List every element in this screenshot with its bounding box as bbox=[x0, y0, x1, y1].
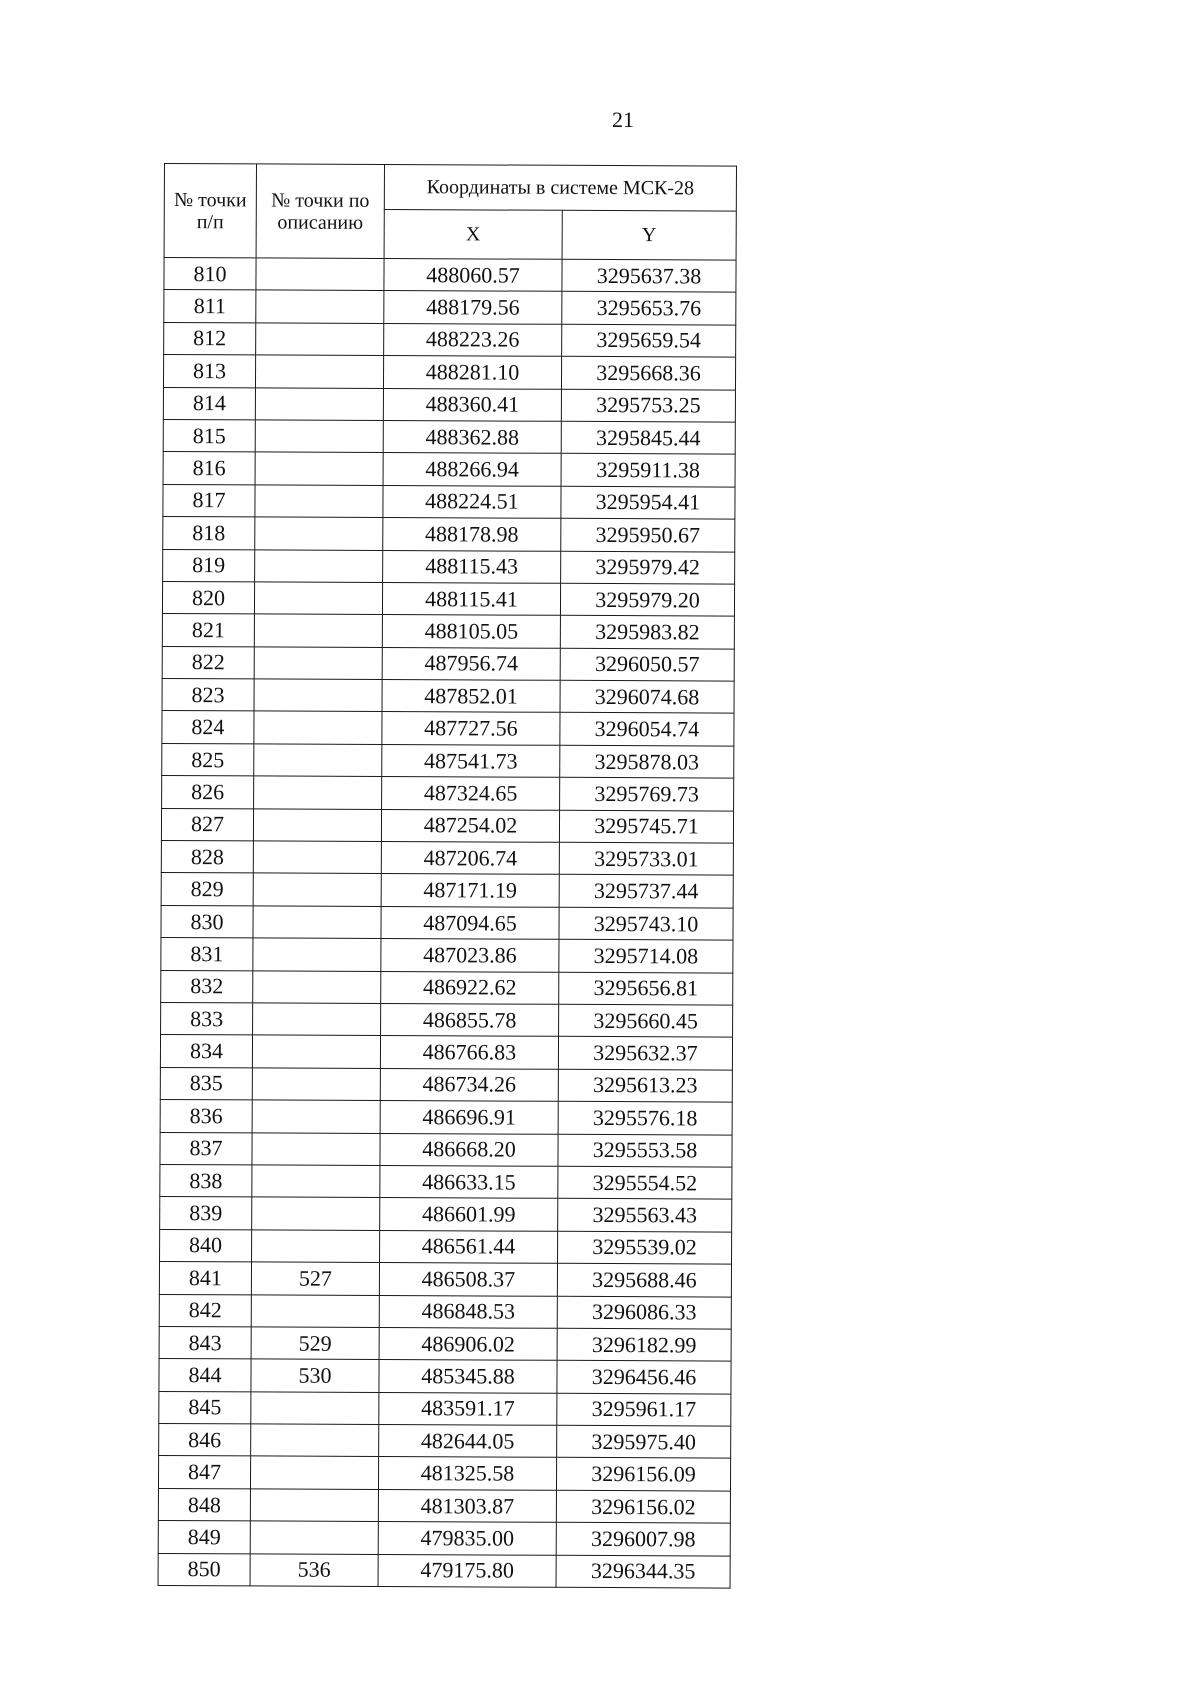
cell-point-number: 825 bbox=[162, 743, 254, 776]
cell-description-point bbox=[254, 647, 382, 680]
cell-y: 3296054.74 bbox=[560, 713, 734, 746]
cell-point-number: 823 bbox=[162, 679, 254, 712]
header-description-point-number: № точки по описанию bbox=[256, 164, 384, 259]
cell-description-point: 527 bbox=[251, 1262, 379, 1295]
cell-y: 3295659.54 bbox=[562, 324, 736, 357]
cell-point-number: 816 bbox=[163, 452, 255, 485]
cell-y: 3296182.99 bbox=[557, 1328, 731, 1361]
cell-y: 3296344.35 bbox=[556, 1555, 730, 1588]
cell-description-point bbox=[252, 1035, 380, 1068]
cell-x: 487541.73 bbox=[382, 744, 560, 777]
cell-y: 3295769.73 bbox=[560, 778, 734, 811]
cell-point-number: 838 bbox=[160, 1164, 252, 1197]
cell-description-point bbox=[250, 1456, 378, 1489]
cell-y: 3296050.57 bbox=[560, 648, 734, 681]
table-row bbox=[163, 549, 735, 584]
cell-description-point bbox=[254, 614, 382, 647]
cell-description-point bbox=[252, 1230, 380, 1263]
table-row bbox=[160, 1067, 732, 1102]
cell-point-number: 832 bbox=[161, 970, 253, 1003]
table-row bbox=[162, 614, 734, 649]
cell-y: 3295613.23 bbox=[558, 1069, 732, 1102]
cell-y: 3295656.81 bbox=[559, 972, 733, 1005]
cell-y: 3295983.82 bbox=[560, 616, 734, 649]
cell-x: 488223.26 bbox=[384, 323, 562, 356]
cell-y: 3295961.17 bbox=[557, 1393, 731, 1426]
table-row bbox=[159, 1359, 731, 1394]
cell-description-point bbox=[254, 711, 382, 744]
cell-y: 3295743.10 bbox=[559, 907, 733, 940]
cell-x: 487254.02 bbox=[381, 809, 559, 842]
table-row bbox=[158, 1521, 730, 1556]
cell-x: 486922.62 bbox=[381, 971, 559, 1004]
cell-point-number: 845 bbox=[159, 1391, 251, 1424]
cell-x: 487094.65 bbox=[381, 906, 559, 939]
cell-point-number: 842 bbox=[159, 1294, 251, 1327]
cell-description-point: 530 bbox=[251, 1359, 379, 1392]
table-row bbox=[163, 517, 735, 552]
cell-y: 3296007.98 bbox=[556, 1523, 730, 1556]
cell-y: 3295668.36 bbox=[561, 356, 735, 389]
cell-x: 486696.91 bbox=[380, 1101, 558, 1134]
cell-x: 479835.00 bbox=[378, 1522, 556, 1555]
cell-point-number: 820 bbox=[162, 581, 254, 614]
cell-x: 486734.26 bbox=[380, 1068, 558, 1101]
table-row bbox=[164, 258, 736, 293]
cell-x: 488179.56 bbox=[384, 291, 562, 324]
cell-description-point bbox=[253, 841, 381, 874]
table-row bbox=[163, 484, 735, 519]
cell-point-number: 847 bbox=[158, 1456, 250, 1489]
cell-description-point bbox=[256, 258, 384, 291]
table-row bbox=[162, 646, 734, 681]
cell-point-number: 837 bbox=[160, 1132, 252, 1165]
cell-x: 487727.56 bbox=[382, 712, 560, 745]
cell-point-number: 830 bbox=[161, 905, 253, 938]
cell-y: 3295950.67 bbox=[561, 518, 735, 551]
table-row bbox=[162, 679, 734, 714]
table-row bbox=[160, 1229, 732, 1264]
cell-x: 481325.58 bbox=[378, 1457, 556, 1490]
table-row bbox=[164, 322, 736, 357]
cell-point-number: 833 bbox=[161, 1002, 253, 1035]
table-row bbox=[160, 1132, 732, 1167]
cell-x: 488105.05 bbox=[382, 615, 560, 648]
cell-description-point: 529 bbox=[251, 1327, 379, 1360]
table-row bbox=[161, 808, 733, 843]
cell-point-number: 817 bbox=[163, 484, 255, 517]
cell-y: 3295878.03 bbox=[560, 745, 734, 778]
cell-point-number: 826 bbox=[162, 776, 254, 809]
table-row bbox=[158, 1488, 730, 1523]
cell-point-number: 843 bbox=[159, 1326, 251, 1359]
cell-y: 3295653.76 bbox=[562, 292, 736, 325]
cell-x: 488115.41 bbox=[382, 582, 560, 615]
cell-point-number: 831 bbox=[161, 938, 253, 971]
cell-x: 487324.65 bbox=[382, 777, 560, 810]
table-row bbox=[161, 1002, 733, 1037]
cell-y: 3295660.45 bbox=[559, 1004, 733, 1037]
cell-y: 3295554.52 bbox=[558, 1166, 732, 1199]
cell-description-point bbox=[252, 1197, 380, 1230]
cell-description-point bbox=[253, 809, 381, 842]
table-row bbox=[158, 1456, 730, 1491]
cell-point-number: 812 bbox=[164, 322, 256, 355]
header-x: X bbox=[384, 210, 562, 260]
table-row bbox=[163, 355, 735, 390]
cell-x: 486766.83 bbox=[380, 1036, 558, 1069]
table-row bbox=[160, 1197, 732, 1232]
cell-x: 488115.43 bbox=[383, 550, 561, 583]
cell-description-point bbox=[256, 323, 384, 356]
header-coordinate-system: Координаты в системе МСК-28 bbox=[384, 165, 736, 212]
cell-description-point bbox=[251, 1424, 379, 1457]
cell-x: 479175.80 bbox=[378, 1554, 556, 1587]
cell-description-point bbox=[250, 1521, 378, 1554]
cell-y: 3295632.37 bbox=[558, 1037, 732, 1070]
table-row bbox=[160, 1164, 732, 1199]
cell-x: 486601.99 bbox=[380, 1198, 558, 1231]
cell-description-point bbox=[255, 420, 383, 453]
cell-y: 3296074.68 bbox=[560, 680, 734, 713]
table-row bbox=[158, 1553, 730, 1588]
cell-description-point bbox=[253, 873, 381, 906]
cell-point-number: 841 bbox=[159, 1262, 251, 1295]
cell-y: 3295733.01 bbox=[559, 842, 733, 875]
cell-x: 486561.44 bbox=[380, 1230, 558, 1263]
cell-description-point bbox=[254, 582, 382, 615]
cell-y: 3295911.38 bbox=[561, 454, 735, 487]
cell-point-number: 846 bbox=[159, 1424, 251, 1457]
cell-point-number: 827 bbox=[161, 808, 253, 841]
cell-y: 3295563.43 bbox=[558, 1199, 732, 1232]
cell-x: 487956.74 bbox=[382, 647, 560, 680]
table-row bbox=[161, 905, 733, 940]
cell-point-number: 819 bbox=[163, 549, 255, 582]
cell-description-point bbox=[252, 1100, 380, 1133]
cell-y: 3295637.38 bbox=[562, 259, 736, 292]
cell-point-number: 829 bbox=[161, 873, 253, 906]
cell-y: 3295553.58 bbox=[558, 1134, 732, 1167]
cell-description-point bbox=[254, 744, 382, 777]
cell-y: 3295576.18 bbox=[558, 1101, 732, 1134]
table-row bbox=[163, 452, 735, 487]
cell-description-point bbox=[253, 938, 381, 971]
table-row bbox=[161, 970, 733, 1005]
cell-y: 3295975.40 bbox=[557, 1425, 731, 1458]
table-row bbox=[162, 581, 734, 616]
table-row bbox=[159, 1424, 731, 1459]
cell-point-number: 835 bbox=[160, 1067, 252, 1100]
cell-description-point: 536 bbox=[250, 1554, 378, 1587]
cell-x: 488060.57 bbox=[384, 258, 562, 291]
table-row bbox=[159, 1326, 731, 1361]
cell-x: 486633.15 bbox=[380, 1165, 558, 1198]
cell-y: 3296086.33 bbox=[557, 1296, 731, 1329]
header-y: Y bbox=[562, 210, 736, 260]
cell-description-point bbox=[256, 290, 384, 323]
cell-point-number: 850 bbox=[158, 1553, 250, 1586]
cell-description-point bbox=[255, 387, 383, 420]
cell-description-point bbox=[252, 1132, 380, 1165]
cell-y: 3296156.02 bbox=[556, 1490, 730, 1523]
table-row bbox=[162, 711, 734, 746]
cell-description-point bbox=[253, 906, 381, 939]
cell-x: 481303.87 bbox=[378, 1489, 556, 1522]
cell-x: 485345.88 bbox=[379, 1360, 557, 1393]
cell-x: 486508.37 bbox=[379, 1263, 557, 1296]
cell-point-number: 844 bbox=[159, 1359, 251, 1392]
coordinates-table bbox=[158, 163, 737, 1589]
cell-point-number: 848 bbox=[158, 1488, 250, 1521]
cell-x: 488224.51 bbox=[383, 485, 561, 518]
cell-y: 3296156.09 bbox=[556, 1458, 730, 1491]
table-row bbox=[159, 1294, 731, 1329]
cell-point-number: 849 bbox=[158, 1521, 250, 1554]
cell-x: 487023.86 bbox=[381, 939, 559, 972]
cell-y: 3295737.44 bbox=[559, 875, 733, 908]
cell-x: 486906.02 bbox=[379, 1327, 557, 1360]
cell-x: 488266.94 bbox=[383, 453, 561, 486]
cell-y: 3295979.20 bbox=[560, 583, 734, 616]
cell-y: 3295954.41 bbox=[561, 486, 735, 519]
cell-description-point bbox=[251, 1294, 379, 1327]
cell-point-number: 840 bbox=[160, 1229, 252, 1262]
cell-x: 486668.20 bbox=[380, 1133, 558, 1166]
cell-y: 3295714.08 bbox=[559, 940, 733, 973]
table-row bbox=[164, 290, 736, 325]
cell-description-point bbox=[250, 1489, 378, 1522]
cell-point-number: 839 bbox=[160, 1197, 252, 1230]
cell-point-number: 828 bbox=[161, 841, 253, 874]
cell-x: 488178.98 bbox=[383, 518, 561, 551]
table-row bbox=[163, 387, 735, 422]
cell-point-number: 818 bbox=[163, 517, 255, 550]
table-row bbox=[159, 1391, 731, 1426]
cell-description-point bbox=[255, 355, 383, 388]
cell-x: 487206.74 bbox=[381, 842, 559, 875]
cell-y: 3296456.46 bbox=[557, 1361, 731, 1394]
cell-description-point bbox=[255, 549, 383, 582]
cell-point-number: 811 bbox=[164, 290, 256, 323]
cell-y: 3295539.02 bbox=[558, 1231, 732, 1264]
cell-point-number: 810 bbox=[164, 258, 256, 291]
cell-x: 488360.41 bbox=[383, 388, 561, 421]
table-row bbox=[161, 938, 733, 973]
cell-description-point bbox=[254, 776, 382, 809]
table-row bbox=[160, 1100, 732, 1135]
cell-description-point bbox=[253, 1003, 381, 1036]
cell-x: 487171.19 bbox=[381, 874, 559, 907]
cell-y: 3295979.42 bbox=[561, 551, 735, 584]
cell-description-point bbox=[251, 1392, 379, 1425]
table-row bbox=[163, 419, 735, 454]
cell-y: 3295745.71 bbox=[559, 810, 733, 843]
cell-point-number: 821 bbox=[162, 614, 254, 647]
table-row bbox=[159, 1262, 731, 1297]
cell-point-number: 836 bbox=[160, 1100, 252, 1133]
cell-point-number: 834 bbox=[160, 1035, 252, 1068]
cell-description-point bbox=[253, 971, 381, 1004]
header-point-number: № точки п/п bbox=[164, 164, 256, 258]
cell-description-point bbox=[255, 452, 383, 485]
table-row bbox=[162, 776, 734, 811]
cell-x: 488281.10 bbox=[383, 356, 561, 389]
cell-description-point bbox=[252, 1165, 380, 1198]
cell-x: 486855.78 bbox=[381, 1003, 559, 1036]
cell-point-number: 814 bbox=[163, 387, 255, 420]
cell-description-point bbox=[252, 1068, 380, 1101]
cell-point-number: 824 bbox=[162, 711, 254, 744]
cell-x: 483591.17 bbox=[379, 1392, 557, 1425]
cell-point-number: 813 bbox=[163, 355, 255, 388]
cell-y: 3295753.25 bbox=[561, 389, 735, 422]
cell-y: 3295845.44 bbox=[561, 421, 735, 454]
cell-description-point bbox=[254, 679, 382, 712]
table-row bbox=[160, 1035, 732, 1070]
table-header bbox=[164, 164, 736, 261]
table-row bbox=[161, 873, 733, 908]
cell-point-number: 815 bbox=[163, 419, 255, 452]
cell-description-point bbox=[255, 517, 383, 550]
page-number: 21 bbox=[612, 107, 634, 132]
table-body bbox=[158, 258, 736, 1589]
cell-description-point bbox=[255, 485, 383, 518]
cell-x: 488362.88 bbox=[383, 420, 561, 453]
cell-x: 486848.53 bbox=[379, 1295, 557, 1328]
cell-point-number: 822 bbox=[162, 646, 254, 679]
cell-x: 482644.05 bbox=[379, 1425, 557, 1458]
cell-y: 3295688.46 bbox=[557, 1263, 731, 1296]
cell-x: 487852.01 bbox=[382, 680, 560, 713]
table-row bbox=[161, 841, 733, 876]
table-row bbox=[162, 743, 734, 778]
